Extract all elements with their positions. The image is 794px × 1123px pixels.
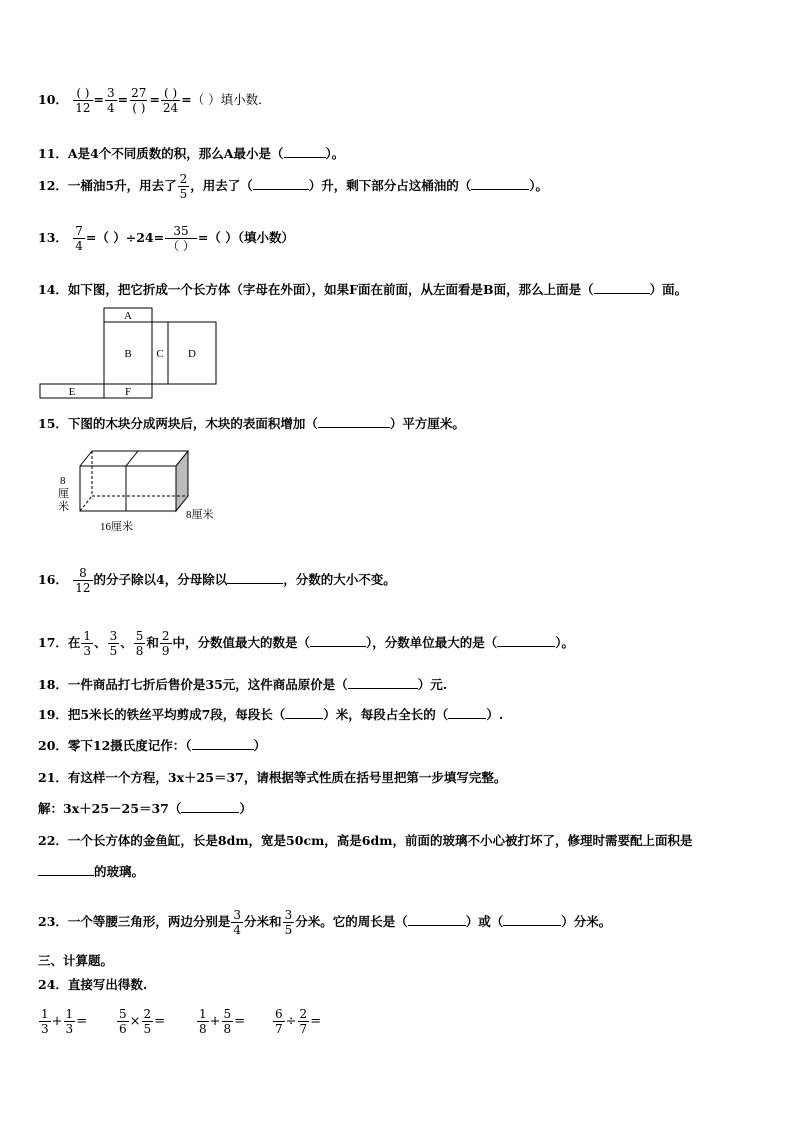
height-label: 米 xyxy=(58,501,69,513)
height-label: 厘 xyxy=(58,488,69,500)
face-label-c: C xyxy=(156,348,164,360)
question-24: 24．直接写出得数. xyxy=(38,977,148,992)
answer-blank[interactable] xyxy=(503,914,561,926)
height-label: 8 xyxy=(60,475,66,487)
answer-blank[interactable] xyxy=(594,282,650,294)
answer-blank[interactable] xyxy=(497,635,555,647)
fraction: $\frac{2}{9}$ xyxy=(161,629,170,658)
question-21: 21．有这样一个方程，3x＋25＝37，请根据等式性质在括号里把第一步填写完整。 xyxy=(38,770,507,785)
answer-blank[interactable] xyxy=(471,178,529,190)
question-14: 14．如下图，把它折成一个长方体（字母在外面），如果F面在前面，从左面看是B面，那么上面是（ ）面。 xyxy=(38,282,688,297)
answer-blank[interactable] xyxy=(227,572,283,584)
question-15: 15．下图的木块分成两块后，木块的表面积增加（ ）平方厘米。 xyxy=(38,416,465,431)
question-13: 13． $\frac{7}{4}$ =（ ）÷24= $\frac{35}{( )}$ =（ ）（填小数） xyxy=(38,224,294,253)
wood-block-diagram xyxy=(56,444,226,536)
section-title: 三、计算题。 xyxy=(38,953,114,968)
fraction: $\frac{( )}{12}$ xyxy=(75,86,91,115)
fraction: $\frac{2}{5}$ xyxy=(179,172,188,201)
answer-blank[interactable] xyxy=(448,707,486,719)
face-label-f: F xyxy=(124,386,132,398)
question-10: 10． $\frac{( )}{12}$ = $\frac{3}{4}$ = $\frac{27}{( )}$ = $\frac{( )}{24}$ =（ ）填小数． xyxy=(38,86,271,115)
calc-item: $\frac{6}{7}$ ÷ $\frac{2}{7}$ = xyxy=(275,1007,322,1036)
answer-blank[interactable] xyxy=(310,635,366,647)
answer-blank[interactable] xyxy=(192,738,254,750)
face-label-b: B xyxy=(124,348,132,360)
question-18: 18．一件商品打七折后售价是35元，这件商品原价是（ ）元. xyxy=(38,677,448,692)
fraction: $\frac{8}{12}$ xyxy=(75,566,91,595)
fraction: $\frac{3}{5}$ xyxy=(109,629,118,658)
calc-item: $\frac{1}{3}$ + $\frac{1}{3}$ = xyxy=(41,1007,88,1036)
question-17: 17．在 $\frac{1}{3}$ 、 $\frac{3}{5}$ 、 $\frac{5}{8}$ 和 $\frac{2}{9}$ 中，分数值最大的数是（ ），分数单位最大的是（ ）。 xyxy=(38,629,575,658)
fraction: $\frac{5}{8}$ xyxy=(135,629,144,658)
question-20: 20．零下12摄氏度记作：（ ） xyxy=(38,738,267,753)
answer-blank[interactable] xyxy=(38,864,94,876)
face-label-e: E xyxy=(68,386,76,398)
length-label: 16厘米 xyxy=(100,521,133,533)
question-23: 23．一个等腰三角形，两边分别是 $\frac{3}{4}$ 分米和 $\frac{3}{5}$ 分米。它的周长是（ ）或（ ）分米。 xyxy=(38,908,612,937)
calc-item: $\frac{1}{8}$ + $\frac{5}{8}$ = xyxy=(199,1007,246,1036)
fraction: $\frac{( )}{24}$ xyxy=(162,86,179,115)
question-11: 11．A是4个不同质数的积，那么A最小是（ ）。 xyxy=(38,146,345,161)
answer-blank[interactable] xyxy=(253,178,309,190)
fraction: $\frac{35}{( )}$ xyxy=(167,224,195,253)
question-22-cont: 的玻璃。 xyxy=(38,864,144,880)
question-21-solution: 解：3x＋25－25＝37（ ） xyxy=(38,801,252,816)
face-label-a: A xyxy=(124,310,132,322)
cuboid-net-diagram xyxy=(38,306,220,402)
fraction: $\frac{3}{4}$ xyxy=(233,908,242,937)
face-label-d: D xyxy=(188,348,196,360)
answer-blank[interactable] xyxy=(318,416,390,428)
answer-blank[interactable] xyxy=(284,146,326,158)
question-12: 12．一桶油5升，用去了 $\frac{2}{5}$ ，用去了（ ）升，剩下部分占这桶油的（ ）。 xyxy=(38,172,549,201)
calc-item: $\frac{5}{6}$ × $\frac{2}{5}$ = xyxy=(119,1007,166,1036)
answer-blank[interactable] xyxy=(181,801,239,813)
fraction: $\frac{1}{3}$ xyxy=(83,629,92,658)
answer-blank[interactable] xyxy=(408,914,466,926)
answer-blank[interactable] xyxy=(285,707,323,719)
answer-blank[interactable] xyxy=(348,677,418,689)
fraction: $\frac{3}{4}$ xyxy=(107,86,115,115)
question-22: 22．一个长方体的金鱼缸，长是8dm，宽是50cm，高是6dm，前面的玻璃不小心被打坏了，修理时需要配上面积是 xyxy=(38,833,693,848)
fraction: $\frac{7}{4}$ xyxy=(75,224,83,253)
fraction: $\frac{27}{( )}$ xyxy=(131,86,147,115)
depth-label: 8厘米 xyxy=(186,509,214,521)
fraction: $\frac{3}{5}$ xyxy=(284,908,293,937)
question-19: 19．把5米长的铁丝平均剪成7段，每段长（ ）米，每段占全长的（ ）. xyxy=(38,707,504,722)
question-16: 16． $\frac{8}{12}$ 的分子除以4，分母除以 ，分数的大小不变。 xyxy=(38,566,396,595)
